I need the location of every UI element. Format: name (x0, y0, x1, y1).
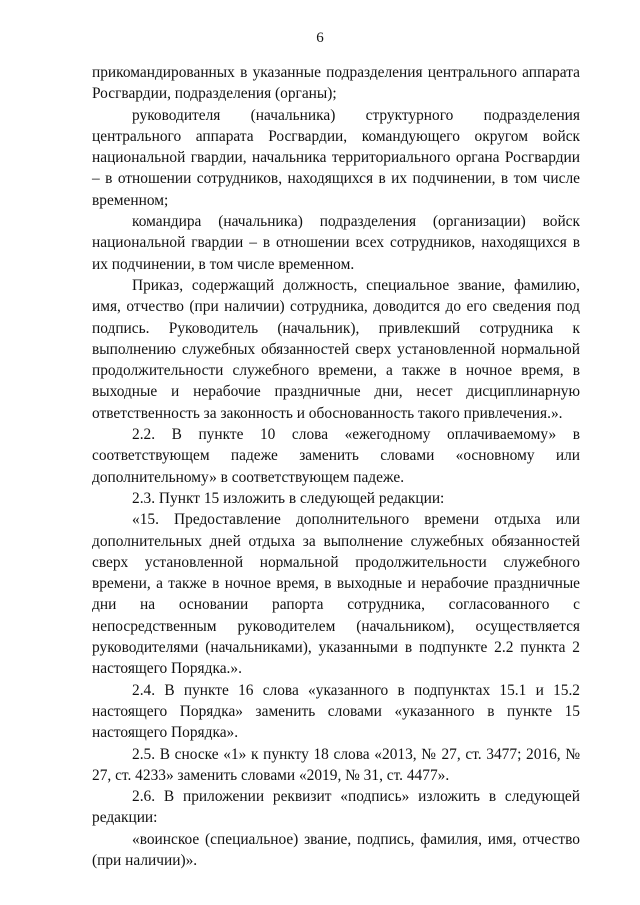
paragraph-1: прикомандированных в указанные подразделения центрального аппарата Росгвардии, подразделения (органы); (92, 64, 580, 103)
paragraph-11: «воинское (специальное) звание, подпись, фамилия, имя, отчество (при наличии)». (92, 830, 580, 869)
paragraph-7: «15. Предоставление дополнительного времени отдыха или дополнительных дней отдыха за выполнение служебных обязанностей сверх установленной нормальной продолжительности служебного времени, а также в ночное время, в выходные и нерабочие праздничные дни на основании рапорта сотрудника, согласованного с непосредственным руководителем (начальником), осуществляется руководителями (начальниками), указанными в подпункте 2.2 пункта 2 настоящего Порядка.». (92, 511, 580, 678)
paragraph-6: 2.3. Пункт 15 изложить в следующей редакции: (132, 489, 445, 507)
page-number: 6 (316, 30, 324, 46)
paragraph-5: 2.2. В пункте 10 слова «ежегодному оплачиваемому» в соответствующем падеже заменить словами «основному или дополнительному» в соответствующем падеже. (92, 426, 580, 486)
paragraph-8: 2.4. В пункте 16 слова «указанного в подпунктах 15.1 и 15.2 настоящего Порядка» заменить словами «указанного в пункте 15 настоящего Порядка». (92, 681, 580, 742)
paragraph-10: 2.6. В приложении реквизит «подпись» изложить в следующей редакции: (92, 788, 580, 827)
paragraph-3: командира (начальника) подразделения (организации) войск национальной гвардии – в отношении всех сотрудников, находящихся в их подчинении, в том числе временном. (92, 213, 580, 273)
paragraph-2: руководителя (начальника) структурного подразделения центрального аппарата Росгвардии, командующего округом войск национальной гвардии, начальника территориального органа Росгвардии – в отношении сотрудников, находящихся в их подчинении, в том числе временном; (92, 106, 580, 209)
paragraph-9: 2.5. В сноске «1» к пункту 18 слова «2013, № 27, ст. 3477; 2016, № 27, ст. 4233» заменить словами «2019, № 31, ст. 4477». (92, 745, 580, 784)
paragraph-4: Приказ, содержащий должность, специальное звание, фамилию, имя, отчество (при наличии) сотрудника, доводится до его сведения под подпись. Руководитель (начальник), привлекший сотрудника к выполнению служебных обязанностей сверх установленной нормальной продолжительности служебного времени, а также в ночное время, в выходные и нерабочие праздничные дни, несет дисциплинарную ответственность за законность и обоснованность такого привлечения.». (92, 276, 580, 422)
document-body (92, 62, 580, 871)
